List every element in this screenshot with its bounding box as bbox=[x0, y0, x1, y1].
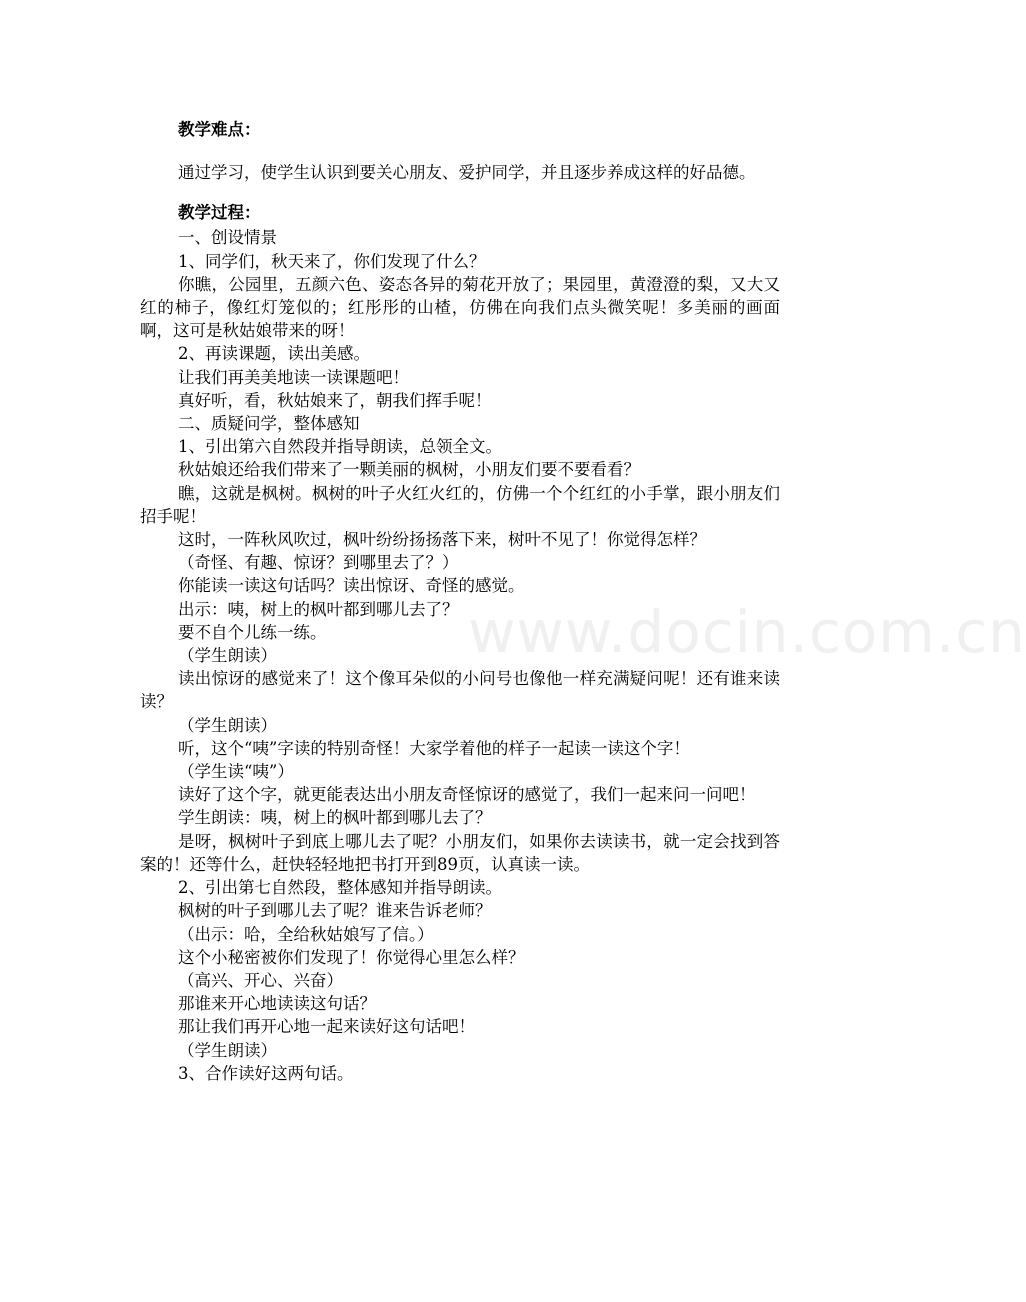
paragraph: 1、引出第六自然段并指导朗读，总领全文。 bbox=[178, 437, 502, 457]
paragraph: 3、合作读好这两句话。 bbox=[178, 1063, 354, 1083]
paragraph: （奇怪、有趣、惊讶？到哪里去了？） bbox=[178, 553, 459, 573]
paragraph: 2、再读课题，读出美感。 bbox=[178, 344, 370, 364]
paragraph: 1、同学们，秋天来了，你们发现了什么？ bbox=[178, 251, 486, 271]
paragraph: 这个小秘密被你们发现了！你觉得心里怎么样？ bbox=[178, 947, 525, 967]
paragraph: （学生朗读） bbox=[178, 646, 277, 666]
heading-teaching-difficulty: 教学难点： bbox=[178, 120, 261, 139]
paragraph: 是呀，枫树叶子到底上哪儿去了呢？小朋友们，如果你去读读书，就一定会找到答案的！还等什么，赶快轻轻地把书打开到89页，认真读一读。 bbox=[140, 831, 780, 874]
paragraph: 那让我们再开心地一起来读好这句话吧！ bbox=[178, 1017, 475, 1037]
paragraph-difficulty: 通过学习，使学生认识到要关心朋友、爱护同学，并且逐步养成这样的好品德。 bbox=[178, 163, 756, 183]
paragraph: 那谁来开心地读读这句话？ bbox=[178, 994, 376, 1014]
paragraph: 瞧，这就是枫树。枫树的叶子火红火红的，仿佛一个个红红的小手掌，跟小朋友们招手呢！ bbox=[140, 483, 780, 526]
paragraph: 这时，一阵秋风吹过，枫叶纷纷扬扬落下来，树叶不见了！你觉得怎样？ bbox=[178, 530, 706, 550]
paragraph: 真好听，看，秋姑娘来了，朝我们挥手呢！ bbox=[178, 390, 492, 410]
paragraph: 2、引出第七自然段，整体感知并指导朗读。 bbox=[178, 878, 502, 898]
paragraph: 读出惊讶的感觉来了！这个像耳朵似的小问号也像他一样充满疑问呢！还有谁来读读？ bbox=[140, 669, 780, 712]
paragraph: （学生读“咦”） bbox=[178, 762, 294, 782]
paragraph: 听，这个“咦”字读的特别奇怪！大家学着他的样子一起读一读这个字！ bbox=[178, 738, 690, 758]
paragraph: 学生朗读：咦，树上的枫叶都到哪儿去了？ bbox=[178, 808, 492, 828]
watermark: www.docin.com.cn bbox=[468, 598, 1026, 666]
paragraph: 让我们再美美地读一读课题吧！ bbox=[178, 367, 409, 387]
paragraph: （高兴、开心、兴奋） bbox=[178, 970, 343, 990]
paragraph: （学生朗读） bbox=[178, 1040, 277, 1060]
paragraph: （学生朗读） bbox=[178, 715, 277, 735]
paragraph: 秋姑娘还给我们带来了一颗美丽的枫树，小朋友们要不要看看？ bbox=[178, 460, 640, 480]
section-title-2: 二、质疑问学，整体感知 bbox=[178, 414, 360, 434]
paragraph: 你能读一读这句话吗？读出惊讶、奇怪的感觉。 bbox=[178, 576, 525, 596]
document-body bbox=[140, 118, 780, 1085]
paragraph: （出示：哈，全给秋姑娘写了信。） bbox=[178, 924, 434, 944]
paragraph: 读好了这个字，就更能表达出小朋友奇怪惊讶的感觉了，我们一起来问一问吧！ bbox=[178, 785, 756, 805]
paragraph: 你瞧，公园里，五颜六色、姿态各异的菊花开放了；果园里，黄澄澄的梨，又大又红的柿子，像红灯笼似的；红彤彤的山楂，仿佛在向我们点头微笑呢！多美丽的画面啊，这可是秋姑娘带来的呀！ bbox=[140, 274, 780, 341]
paragraph: 要不自个儿练一练。 bbox=[178, 622, 327, 642]
heading-teaching-process: 教学过程： bbox=[178, 203, 261, 223]
paragraph: 枫树的叶子到哪儿去了呢？谁来告诉老师？ bbox=[178, 901, 492, 921]
section-title-1: 一、创设情景 bbox=[178, 228, 277, 248]
paragraph: 出示：咦，树上的枫叶都到哪儿去了？ bbox=[178, 599, 459, 619]
